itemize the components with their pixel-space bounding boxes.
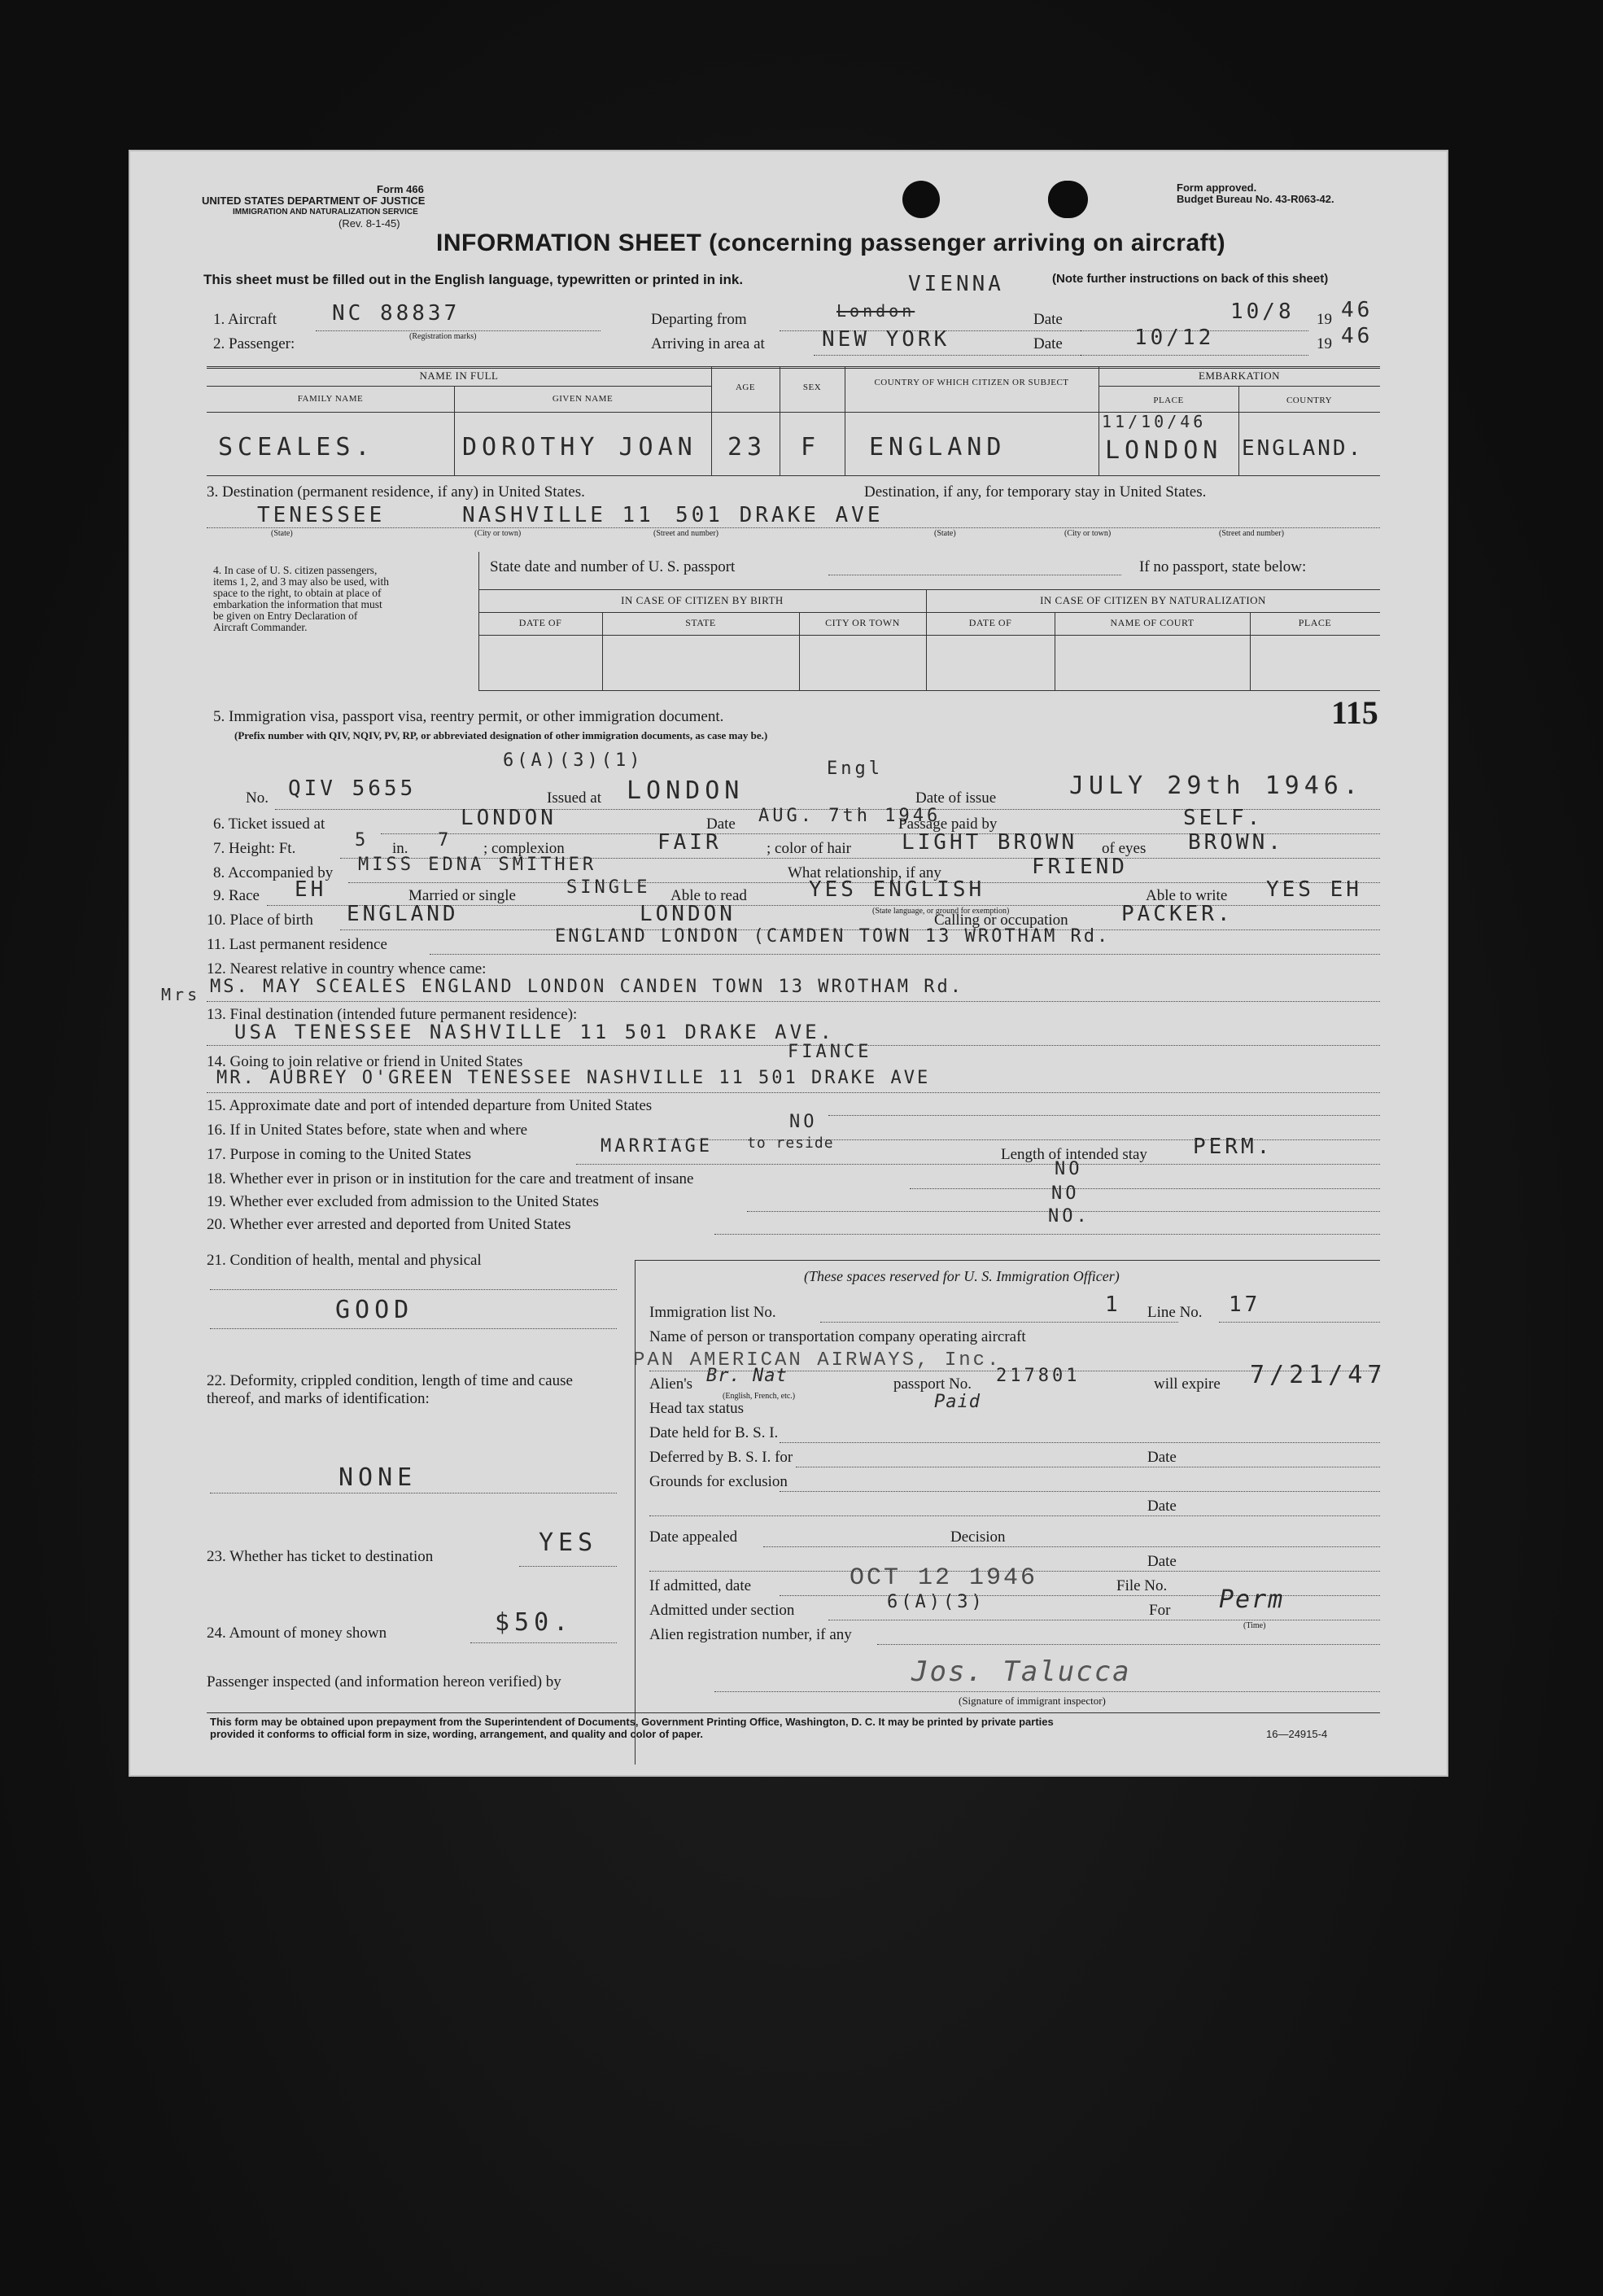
for-value: Perm <box>1219 1585 1285 1614</box>
year-prefix-2: 19 <box>1317 335 1332 352</box>
service-name: IMMIGRATION AND NATURALIZATION SERVICE <box>233 208 418 216</box>
date-1: 10/8 <box>1230 300 1295 324</box>
name-in-full-header: NAME IN FULL <box>419 370 499 382</box>
printing-note-1: This form may be obtained upon prepayment from the Superintendent of Documents, Government Printing Office, Washington, D. C. It may be printed by private parties <box>210 1716 1054 1728</box>
occupation-value: PACKER. <box>1121 902 1234 926</box>
information-sheet-form <box>129 150 1448 1777</box>
caption-state: (State) <box>271 529 293 538</box>
deferred-date-label: Date <box>1147 1449 1177 1466</box>
departing-label: Departing from <box>651 311 747 328</box>
form-number: Form 466 <box>377 183 424 195</box>
deported-value: NO. <box>1048 1206 1090 1227</box>
complexion-value: FAIR <box>657 830 722 855</box>
visa-section: 6(A)(3)(1) <box>503 750 644 771</box>
temp-destination-label: Destination, if any, for temporary stay in United States. <box>864 483 1207 501</box>
visa-no-label: No. <box>246 789 269 807</box>
revision: (Rev. 8-1-45) <box>339 217 400 230</box>
signature-caption: (Signature of immigrant inspector) <box>959 1695 1106 1707</box>
stay-value: PERM. <box>1193 1135 1273 1159</box>
arriving-label: Arriving in area at <box>651 335 765 352</box>
join-relation-value: FIANCE <box>788 1042 872 1062</box>
country-value: ENGLAND <box>869 433 1007 461</box>
race-value: EH <box>295 877 327 902</box>
alien-registration-label: Alien registration number, if any <box>649 1626 852 1643</box>
passport-no-value: 217801 <box>996 1366 1081 1386</box>
height-ft-value: 5 <box>355 830 369 851</box>
relationship-label: What relationship, if any <box>788 864 941 881</box>
departing-crossed: London <box>836 301 915 321</box>
officer-reserved-note: (These spaces reserved for U. S. Immigration Officer) <box>804 1268 1120 1284</box>
date-2: 10/12 <box>1134 326 1215 350</box>
item18-label: 18. Whether ever in prison or in institution for the care and treatment of insane <box>207 1170 694 1187</box>
col-city-town: CITY OR TOWN <box>825 617 900 628</box>
agency-name: UNITED STATES DEPARTMENT OF JUSTICE <box>202 195 426 207</box>
item10-label: 10. Place of birth <box>207 912 313 929</box>
page-number-115: 115 <box>1331 694 1378 731</box>
embark-date-value: 11/10/46 <box>1102 412 1207 431</box>
immigration-list-value: 1 <box>1105 1292 1121 1317</box>
deferred-label: Deferred by B. S. I. for <box>649 1449 793 1466</box>
eyes-label: of eyes <box>1102 840 1147 857</box>
operator-label: Name of person or transportation company operating aircraft <box>649 1328 1026 1345</box>
year-2: 46 <box>1341 324 1374 348</box>
embark-country-header: COUNTRY <box>1286 396 1333 405</box>
complexion-label: ; complexion <box>483 840 565 857</box>
eyes-value: BROWN. <box>1188 830 1284 855</box>
instruction-line: This sheet must be filled out in the English language, typewritten or printed in ink. <box>203 272 744 287</box>
given-name-value: DOROTHY JOAN <box>462 433 697 461</box>
stay-label: Length of intended stay <box>1001 1146 1147 1163</box>
col-place: PLACE <box>1298 617 1332 628</box>
col-date-of-2: DATE OF <box>968 617 1012 628</box>
relationship-value: FRIEND <box>1032 855 1128 879</box>
line-no-value: 17 <box>1229 1292 1261 1317</box>
admitted-section-value: 6(A)(3) <box>887 1592 985 1612</box>
page-title: INFORMATION SHEET (concerning passenger arriving on aircraft) <box>436 230 1226 256</box>
operator-value: PAN AMERICAN AIRWAYS, Inc. <box>633 1349 1002 1371</box>
item4-text: 4. In case of U. S. citizen passengers, items 1, 2, and 3 may also be used, with space to the right, to obtain at place of embarkation the information that must be given on Entry Declaration of Aircraft Commander. <box>213 564 389 633</box>
year-1: 46 <box>1341 298 1374 322</box>
age-value: 23 <box>727 433 767 461</box>
ticket-date-label: Date <box>706 816 736 833</box>
item14-label: 14. Going to join relative or friend in United States <box>207 1053 523 1070</box>
departing-vienna: VIENNA <box>908 272 1004 296</box>
marital-value: SINGLE <box>566 877 651 898</box>
admitted-date-label: If admitted, date <box>649 1577 752 1594</box>
item19-label: 19. Whether ever excluded from admission to the United States <box>207 1193 599 1210</box>
country-header: COUNTRY OF WHICH CITIZEN OR SUBJECT <box>874 378 1069 387</box>
time-caption: (Time) <box>1243 1621 1266 1630</box>
item16-label: 16. If in United States before, state when and where <box>207 1122 528 1139</box>
no-passport-label: If no passport, state below: <box>1139 558 1307 575</box>
item9-label: 9. Race <box>213 887 260 904</box>
col-state: STATE <box>685 617 716 628</box>
head-tax-value: Paid <box>934 1392 981 1412</box>
item12-label: 12. Nearest relative in country whence came: <box>207 960 487 977</box>
will-expire-value: 7/21/47 <box>1250 1361 1387 1389</box>
item23-label: 23. Whether has ticket to destination <box>207 1548 434 1565</box>
grounds-date-label: Date <box>1147 1498 1177 1515</box>
date-of-issue-value: JULY 29th 1946. <box>1069 772 1363 800</box>
prison-value: NO <box>1055 1159 1083 1179</box>
admitted-section-label: Admitted under section <box>649 1602 795 1619</box>
last-residence-value: ENGLAND LONDON (CAMDEN TOWN 13 WROTHAM Rd. <box>555 926 1111 947</box>
aircraft-value: NC 88837 <box>332 301 461 326</box>
embark-place-value: LONDON <box>1105 436 1223 465</box>
family-name-value: SCEALES. <box>218 433 375 461</box>
sex-header: SEX <box>802 383 822 392</box>
caption-city: (City or town) <box>474 529 522 538</box>
immigration-list-label: Immigration list No. <box>649 1304 776 1321</box>
date-appealed-label: Date appealed <box>649 1528 738 1546</box>
deformity-value: NONE <box>339 1463 417 1492</box>
item22-label: 22. Deformity, crippled condition, length of time and cause thereof, and marks of identification: <box>207 1372 573 1407</box>
col-date-of: DATE OF <box>518 617 562 628</box>
decision-date-label: Date <box>1147 1553 1177 1570</box>
registration-caption: (Registration marks) <box>409 332 477 341</box>
read-value: YES ENGLISH <box>809 877 985 902</box>
paid-by-value: SELF. <box>1183 806 1264 830</box>
nearest-mrs: Mrs <box>161 985 201 1004</box>
grounds-label: Grounds for exclusion <box>649 1473 788 1490</box>
ticket-date-value: AUG. 7th 1946 <box>758 806 941 826</box>
passenger-label: 2. Passenger: <box>213 335 295 352</box>
hair-value: LIGHT BROWN <box>902 830 1078 855</box>
date-of-issue-label: Date of issue <box>915 789 997 807</box>
caption-city-2: (City or town) <box>1064 529 1112 538</box>
caption-street: (Street and number) <box>653 529 719 538</box>
item20-label: 20. Whether ever arrested and deported from United States <box>207 1216 571 1233</box>
aliens-value: Br. Nat <box>706 1366 788 1386</box>
write-value: YES EH <box>1266 877 1362 902</box>
caption-street-2: (Street and number) <box>1219 529 1284 538</box>
aliens-label: Alien's <box>649 1375 693 1393</box>
sex-value: F <box>801 433 821 461</box>
printing-note-2: provided it conforms to official form in size, wording, arrangement, and quality and color of paper. <box>210 1728 704 1740</box>
birth-city-value: LONDON <box>640 902 736 926</box>
held-bsi-label: Date held for B. S. I. <box>649 1424 779 1441</box>
write-label: Able to write <box>1146 887 1228 904</box>
ticket-issued-value: LONDON <box>461 806 557 830</box>
visa-no-value: QIV 5655 <box>288 776 417 801</box>
join-person-value: MR. AUBREY O'GREEN TENESSEE NASHVILLE 11 501 DRAKE AVE <box>216 1068 931 1088</box>
language-caption: (State language, or ground for exemption) <box>872 907 1010 916</box>
health-value: GOOD <box>335 1296 414 1324</box>
passport-no-label: passport No. <box>893 1375 972 1393</box>
marital-label: Married or single <box>408 887 516 904</box>
height-in-value: 7 <box>438 830 452 851</box>
paid-by-label: Passage paid by <box>898 816 998 833</box>
item24-label: 24. Amount of money shown <box>207 1625 387 1642</box>
height-in-label: in. <box>392 840 408 857</box>
item13-label: 13. Final destination (intended future permanent residence): <box>207 1006 578 1023</box>
birth-country-value: ENGLAND <box>347 902 459 926</box>
hair-label: ; color of hair <box>767 840 851 857</box>
file-no-label: File No. <box>1116 1577 1168 1594</box>
date-label-1: Date <box>1033 311 1063 328</box>
will-expire-label: will expire <box>1154 1375 1221 1393</box>
final-destination-value: USA TENESSEE NASHVILLE 11 501 DRAKE AVE. <box>234 1021 835 1043</box>
item5-label: 5. Immigration visa, passport visa, reentry permit, or other immigration document. <box>213 708 724 725</box>
item21-label: 21. Condition of health, mental and physical <box>207 1252 482 1269</box>
read-label: Able to read <box>670 887 747 904</box>
head-tax-label: Head tax status <box>649 1400 745 1417</box>
aircraft-label: 1. Aircraft <box>213 311 277 328</box>
accompanied-value: MISS EDNA SMITHER <box>358 855 597 875</box>
citizen-birth-header: IN CASE OF CITIZEN BY BIRTH <box>621 594 784 606</box>
embark-country-value: ENGLAND. <box>1242 436 1364 461</box>
money-value: $50. <box>495 1608 574 1637</box>
issued-at-extra: Engl <box>827 759 883 779</box>
ticket-dest-value: YES <box>539 1528 598 1557</box>
item6-label: 6. Ticket issued at <box>213 816 325 833</box>
budget-bureau: Budget Bureau No. 43-R063-42. <box>1177 193 1334 205</box>
passport-state-label: State date and number of U. S. passport <box>490 558 736 575</box>
item8-label: 8. Accompanied by <box>213 864 334 881</box>
inspected-by-label: Passenger inspected (and information hereon verified) by <box>207 1673 561 1690</box>
issued-at-value: LONDON <box>627 776 745 805</box>
form-approved: Form approved. <box>1177 181 1257 194</box>
punch-hole <box>902 181 940 218</box>
year-prefix-1: 19 <box>1317 311 1332 328</box>
item5-note: (Prefix number with QIV, NQIV, PV, RP, or abbreviated designation of other immigration documents, as case may be.) <box>234 729 768 741</box>
destination-city: NASHVILLE 11 <box>462 503 654 527</box>
purpose-value: MARRIAGE <box>601 1136 713 1157</box>
item11-label: 11. Last permanent residence <box>207 936 387 953</box>
inspector-signature: Jos. Talucca <box>911 1655 1131 1688</box>
nearest-relative-value: MS. MAY SCEALES ENGLAND LONDON CANDEN TOWN 13 WROTHAM Rd. <box>210 977 963 997</box>
citizen-naturalization-header: IN CASE OF CITIZEN BY NATURALIZATION <box>1040 594 1266 606</box>
embarkation-header: EMBARKATION <box>1198 370 1281 382</box>
before-value: NO <box>789 1112 818 1132</box>
item7-label: 7. Height: Ft. <box>213 840 296 857</box>
given-name-header: GIVEN NAME <box>552 394 614 404</box>
for-label: For <box>1149 1602 1171 1619</box>
age-header: AGE <box>735 383 756 392</box>
date-label-2: Date <box>1033 335 1063 352</box>
destination-state: TENESSEE <box>257 503 386 527</box>
aliens-caption: (English, French, etc.) <box>723 1392 796 1401</box>
item17-label: 17. Purpose in coming to the United States <box>207 1146 472 1163</box>
issued-at-label: Issued at <box>547 789 602 807</box>
destination-street: 501 DRAKE AVE <box>675 503 884 527</box>
arriving-value: NEW YORK <box>822 327 950 352</box>
excluded-value: NO <box>1051 1183 1080 1204</box>
purpose-extra: to reside <box>747 1135 834 1152</box>
item15-label: 15. Approximate date and port of intended departure from United States <box>207 1097 653 1114</box>
occupation-label: Calling or occupation <box>934 912 1068 929</box>
place-header: PLACE <box>1153 396 1184 405</box>
form-code: 16—24915-4 <box>1266 1728 1328 1740</box>
punch-hole <box>1050 181 1088 218</box>
destination-label: 3. Destination (permanent residence, if any) in United States. <box>207 483 585 501</box>
family-name-header: FAMILY NAME <box>297 394 364 404</box>
caption-state-2: (State) <box>934 529 956 538</box>
decision-label: Decision <box>950 1528 1006 1546</box>
back-note: (Note further instructions on back of this sheet) <box>1052 272 1329 286</box>
line-no-label: Line No. <box>1147 1304 1203 1321</box>
col-name-of-court: NAME OF COURT <box>1110 617 1195 628</box>
admitted-date-value: OCT 12 1946 <box>850 1564 1038 1592</box>
